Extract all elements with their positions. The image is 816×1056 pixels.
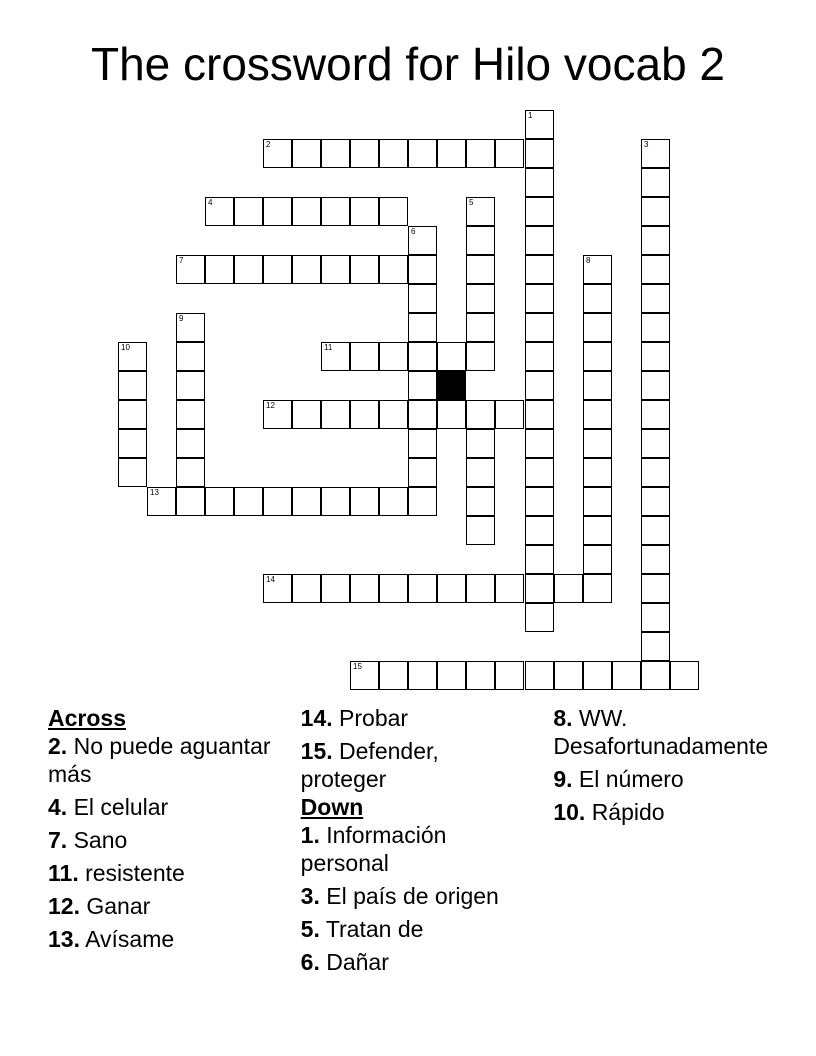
grid-cell[interactable] bbox=[583, 342, 612, 371]
grid-cell[interactable] bbox=[641, 255, 670, 284]
clue-item-text: Ganar bbox=[86, 893, 151, 919]
grid-cell[interactable] bbox=[466, 139, 495, 168]
grid-cell[interactable] bbox=[641, 458, 670, 487]
grid-cell[interactable] bbox=[350, 487, 379, 516]
grid-cell[interactable] bbox=[379, 139, 408, 168]
clue-item bbox=[48, 732, 273, 788]
clue-number: 15 bbox=[353, 662, 362, 671]
grid-cell[interactable] bbox=[408, 313, 437, 342]
grid-cell[interactable] bbox=[147, 487, 176, 516]
clue-item-number: 11. bbox=[48, 860, 79, 886]
down-heading: Down bbox=[300, 794, 364, 820]
clue-item bbox=[301, 948, 526, 976]
grid-cell[interactable] bbox=[466, 255, 495, 284]
grid-cell[interactable] bbox=[641, 313, 670, 342]
grid-cell[interactable] bbox=[350, 139, 379, 168]
clue-item bbox=[301, 704, 526, 732]
clue-item-number: 9. bbox=[553, 766, 573, 792]
grid-cell[interactable] bbox=[205, 487, 234, 516]
clue-item bbox=[301, 915, 526, 943]
grid-cell[interactable] bbox=[525, 400, 554, 429]
grid-cell[interactable] bbox=[525, 197, 554, 226]
grid-cell[interactable] bbox=[176, 429, 205, 458]
clue-item bbox=[301, 821, 526, 877]
clue-number: 1 bbox=[528, 111, 533, 120]
grid-cell[interactable] bbox=[525, 139, 554, 168]
clue-number: 2 bbox=[266, 140, 271, 149]
grid-cell[interactable] bbox=[554, 661, 583, 690]
grid-cell[interactable] bbox=[525, 313, 554, 342]
grid-cell[interactable] bbox=[641, 661, 670, 690]
black-square bbox=[437, 371, 466, 400]
clue-item-text: El país de origen bbox=[326, 883, 499, 909]
clue-number: 8 bbox=[586, 256, 591, 265]
grid-cell[interactable] bbox=[466, 458, 495, 487]
clue-item-text: WW. Desafortunadamente bbox=[553, 705, 769, 759]
grid-cell[interactable] bbox=[583, 516, 612, 545]
grid-cell[interactable] bbox=[641, 168, 670, 197]
grid-cell[interactable] bbox=[466, 197, 495, 226]
grid-cell[interactable] bbox=[641, 371, 670, 400]
clue-number: 13 bbox=[150, 488, 159, 497]
grid-cell[interactable] bbox=[379, 400, 408, 429]
grid-cell[interactable] bbox=[118, 400, 147, 429]
grid-cell[interactable] bbox=[350, 661, 379, 690]
grid-cell[interactable] bbox=[234, 487, 263, 516]
grid-cell[interactable] bbox=[495, 661, 524, 690]
clue-item bbox=[48, 892, 273, 920]
grid-cell[interactable] bbox=[408, 284, 437, 313]
grid-cell[interactable] bbox=[466, 313, 495, 342]
across-heading: Across bbox=[48, 705, 126, 731]
grid-cell[interactable] bbox=[408, 226, 437, 255]
clue-item-text: Rápido bbox=[591, 799, 665, 825]
clue-item-number: 1. bbox=[300, 822, 320, 848]
clue-item bbox=[48, 793, 273, 821]
grid-cell[interactable] bbox=[263, 487, 292, 516]
grid-cell[interactable] bbox=[641, 342, 670, 371]
grid-cell[interactable] bbox=[350, 574, 379, 603]
clue-item bbox=[48, 826, 273, 854]
grid-cell[interactable] bbox=[525, 545, 554, 574]
grid-cell[interactable] bbox=[583, 661, 612, 690]
grid-cell[interactable] bbox=[495, 574, 524, 603]
grid-cell[interactable] bbox=[408, 255, 437, 284]
grid-cell[interactable] bbox=[641, 545, 670, 574]
clue-item-number: 6. bbox=[300, 949, 320, 975]
clue-item-number: 13. bbox=[48, 926, 80, 952]
grid-cell[interactable] bbox=[495, 400, 524, 429]
grid-cell[interactable] bbox=[583, 429, 612, 458]
grid-cell[interactable] bbox=[408, 139, 437, 168]
clue-item-text: Sano bbox=[73, 827, 128, 853]
clue-item-number: 12. bbox=[48, 893, 80, 919]
grid-cell[interactable] bbox=[525, 168, 554, 197]
grid-cell[interactable] bbox=[321, 255, 350, 284]
grid-cell[interactable] bbox=[408, 661, 437, 690]
grid-cell[interactable] bbox=[321, 574, 350, 603]
grid-cell[interactable] bbox=[641, 284, 670, 313]
grid-cell[interactable] bbox=[437, 574, 466, 603]
grid-cell[interactable] bbox=[641, 429, 670, 458]
clue-item-number: 15. bbox=[300, 738, 333, 764]
grid-cell[interactable] bbox=[321, 400, 350, 429]
grid-cell[interactable] bbox=[466, 574, 495, 603]
grid-cell[interactable] bbox=[263, 255, 292, 284]
grid-cell[interactable] bbox=[263, 400, 292, 429]
grid-cell[interactable] bbox=[176, 400, 205, 429]
grid-cell[interactable] bbox=[525, 371, 554, 400]
grid-cell[interactable] bbox=[205, 255, 234, 284]
grid-cell[interactable] bbox=[118, 458, 147, 487]
grid-cell[interactable] bbox=[263, 574, 292, 603]
grid-cell[interactable] bbox=[205, 197, 234, 226]
clue-item-number: 2. bbox=[48, 733, 68, 759]
grid-cell[interactable] bbox=[583, 458, 612, 487]
grid-cell[interactable] bbox=[292, 197, 321, 226]
grid-cell[interactable] bbox=[437, 139, 466, 168]
grid-cell[interactable] bbox=[234, 255, 263, 284]
clue-item-text: No puede aguantar más bbox=[48, 733, 271, 787]
grid-cell[interactable] bbox=[525, 487, 554, 516]
grid-cell[interactable] bbox=[466, 429, 495, 458]
clue-item-text: Avísame bbox=[85, 926, 175, 952]
clue-number: 5 bbox=[469, 198, 474, 207]
grid-cell[interactable] bbox=[525, 661, 554, 690]
grid-cell[interactable] bbox=[525, 603, 554, 632]
grid-cell[interactable] bbox=[437, 342, 466, 371]
grid-cell[interactable] bbox=[525, 284, 554, 313]
grid-cell[interactable] bbox=[321, 487, 350, 516]
grid-cell[interactable] bbox=[408, 574, 437, 603]
grid-cell[interactable] bbox=[641, 574, 670, 603]
grid-cell[interactable] bbox=[176, 371, 205, 400]
grid-cell[interactable] bbox=[263, 197, 292, 226]
grid-cell[interactable] bbox=[379, 487, 408, 516]
clue-item bbox=[553, 765, 778, 793]
grid-cell[interactable] bbox=[379, 574, 408, 603]
grid-cell[interactable] bbox=[525, 342, 554, 371]
grid-cell[interactable] bbox=[234, 197, 263, 226]
clue-number: 6 bbox=[411, 227, 416, 236]
clue-item-number: 7. bbox=[48, 827, 68, 853]
grid-cell[interactable] bbox=[350, 342, 379, 371]
grid-cell[interactable] bbox=[408, 400, 437, 429]
clue-item bbox=[553, 798, 778, 826]
clue-item-number: 14. bbox=[300, 705, 333, 731]
grid-cell[interactable] bbox=[612, 661, 641, 690]
grid-cell[interactable] bbox=[583, 313, 612, 342]
clue-item-number: 4. bbox=[48, 794, 68, 820]
grid-cell[interactable] bbox=[118, 342, 147, 371]
grid-cell[interactable] bbox=[583, 545, 612, 574]
grid-cell[interactable] bbox=[437, 661, 466, 690]
clue-item-number: 8. bbox=[553, 705, 573, 731]
grid-cell[interactable] bbox=[583, 400, 612, 429]
grid-cell[interactable] bbox=[583, 255, 612, 284]
grid-cell[interactable] bbox=[641, 487, 670, 516]
clue-number: 4 bbox=[208, 198, 213, 207]
clue-number: 7 bbox=[179, 256, 184, 265]
grid-cell[interactable] bbox=[641, 516, 670, 545]
clue-item-number: 5. bbox=[300, 916, 320, 942]
grid-cell[interactable] bbox=[350, 197, 379, 226]
grid-cell[interactable] bbox=[321, 139, 350, 168]
grid-cell[interactable] bbox=[525, 110, 554, 139]
grid-cell[interactable] bbox=[583, 574, 612, 603]
grid-cell[interactable] bbox=[641, 139, 670, 168]
grid-cell[interactable] bbox=[292, 255, 321, 284]
clue-item bbox=[48, 925, 273, 953]
grid-cell[interactable] bbox=[495, 139, 524, 168]
clue-number: 9 bbox=[179, 314, 184, 323]
grid-cell[interactable] bbox=[583, 487, 612, 516]
grid-cell[interactable] bbox=[525, 458, 554, 487]
grid-cell[interactable] bbox=[641, 603, 670, 632]
clue-item-text: Información personal bbox=[300, 822, 447, 876]
clue-item bbox=[553, 704, 778, 760]
grid-cell[interactable] bbox=[408, 342, 437, 371]
grid-cell[interactable] bbox=[379, 342, 408, 371]
clue-list bbox=[48, 704, 778, 984]
grid-cell[interactable] bbox=[379, 197, 408, 226]
grid-cell[interactable] bbox=[641, 400, 670, 429]
grid-cell[interactable] bbox=[263, 139, 292, 168]
grid-cell[interactable] bbox=[176, 313, 205, 342]
puzzle-title: The crossword for Hilo vocab 2 bbox=[90, 38, 726, 90]
grid-cell[interactable] bbox=[176, 255, 205, 284]
grid-cell[interactable] bbox=[408, 429, 437, 458]
grid-cell[interactable] bbox=[437, 400, 466, 429]
grid-cell[interactable] bbox=[466, 516, 495, 545]
grid-cell[interactable] bbox=[176, 342, 205, 371]
clue-item-text: Probar bbox=[339, 705, 409, 731]
clue-item-text: Defender, proteger bbox=[300, 738, 439, 792]
grid-cell[interactable] bbox=[292, 400, 321, 429]
clue-number: 10 bbox=[121, 343, 130, 352]
grid-cell[interactable] bbox=[408, 371, 437, 400]
grid-cell[interactable] bbox=[176, 458, 205, 487]
clue-number: 12 bbox=[266, 401, 275, 410]
grid-cell[interactable] bbox=[554, 574, 583, 603]
grid-cell[interactable] bbox=[350, 400, 379, 429]
grid-cell[interactable] bbox=[525, 429, 554, 458]
clue-number: 14 bbox=[266, 575, 275, 584]
grid-cell[interactable] bbox=[466, 400, 495, 429]
grid-cell[interactable] bbox=[525, 226, 554, 255]
grid-cell[interactable] bbox=[525, 255, 554, 284]
grid-cell[interactable] bbox=[670, 661, 699, 690]
clue-item-number: 3. bbox=[300, 883, 320, 909]
grid-cell[interactable] bbox=[583, 371, 612, 400]
grid-cell[interactable] bbox=[379, 661, 408, 690]
clue-number: 11 bbox=[324, 343, 333, 352]
clue-item-text: Tratan de bbox=[325, 916, 424, 942]
grid-cell[interactable] bbox=[408, 487, 437, 516]
grid-cell[interactable] bbox=[466, 284, 495, 313]
grid-cell[interactable] bbox=[118, 371, 147, 400]
grid-cell[interactable] bbox=[292, 574, 321, 603]
clue-item-text: El número bbox=[578, 766, 684, 792]
grid-cell[interactable] bbox=[641, 632, 670, 661]
clue-item-text: Dañar bbox=[326, 949, 389, 975]
clue-item bbox=[301, 882, 526, 910]
grid-cell[interactable] bbox=[321, 197, 350, 226]
grid-cell[interactable] bbox=[525, 516, 554, 545]
clue-item-text: El celular bbox=[73, 794, 169, 820]
grid-cell[interactable] bbox=[321, 342, 350, 371]
grid-cell[interactable] bbox=[466, 226, 495, 255]
grid-cell[interactable] bbox=[466, 661, 495, 690]
grid-cell[interactable] bbox=[583, 284, 612, 313]
grid-cell[interactable] bbox=[466, 487, 495, 516]
grid-cell[interactable] bbox=[379, 255, 408, 284]
grid-cell[interactable] bbox=[176, 487, 205, 516]
grid-cell[interactable] bbox=[292, 139, 321, 168]
grid-cell[interactable] bbox=[525, 574, 554, 603]
grid-cell[interactable] bbox=[641, 226, 670, 255]
clue-item-text: resistente bbox=[85, 860, 185, 886]
grid-cell[interactable] bbox=[350, 255, 379, 284]
clue-number: 3 bbox=[644, 140, 649, 149]
clue-item-number: 10. bbox=[553, 799, 586, 825]
clue-item bbox=[48, 859, 273, 887]
grid-cell[interactable] bbox=[118, 429, 147, 458]
grid-cell[interactable] bbox=[641, 197, 670, 226]
grid-cell[interactable] bbox=[292, 487, 321, 516]
clue-item bbox=[301, 737, 526, 793]
grid-cell[interactable] bbox=[466, 342, 495, 371]
grid-cell[interactable] bbox=[408, 458, 437, 487]
